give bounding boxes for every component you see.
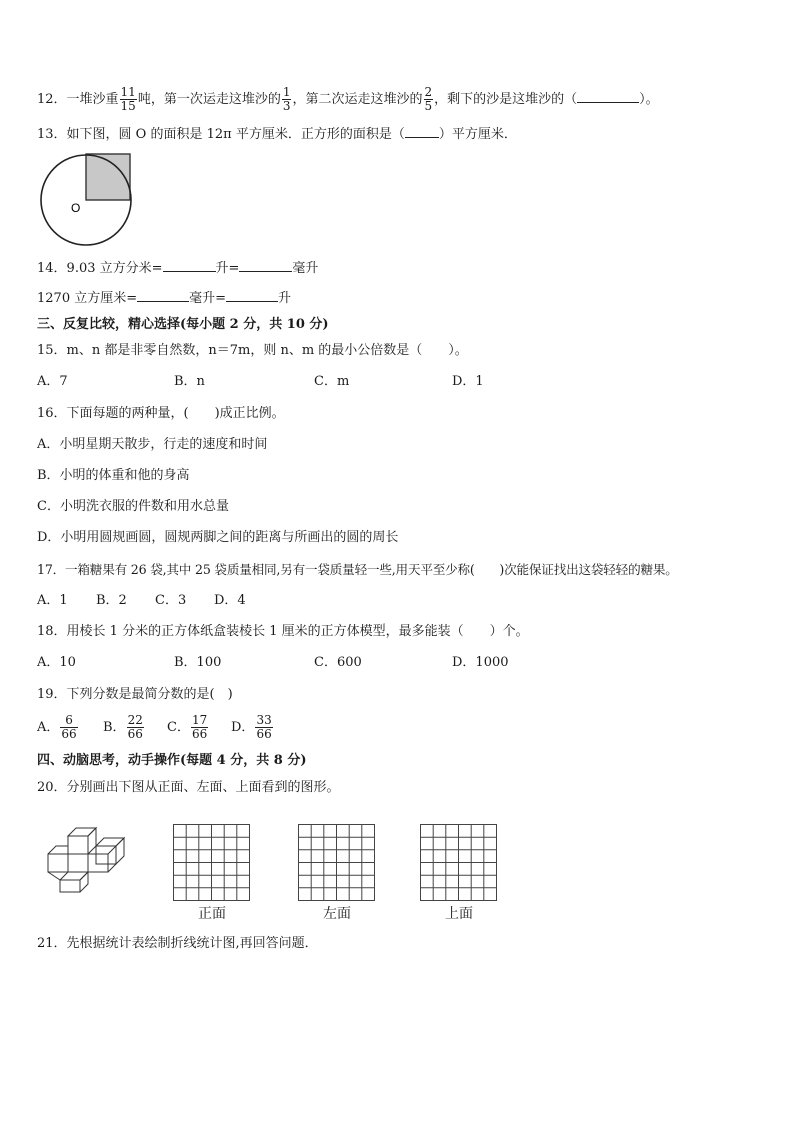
caption-front: 正面 <box>198 906 226 922</box>
question-12: 12．一堆沙重 $\frac{11}{15}$ 吨，第一次运走这堆沙的 $\frac{1}{3}$ ，第二次运走这堆沙的 $\frac{2}{5}$ ，剩下的沙是这堆沙的（ ）。 <box>37 85 659 113</box>
option-c[interactable]: C．3 <box>155 593 187 608</box>
fraction-second: $\frac{2}{5}$ <box>424 85 433 113</box>
option-d[interactable]: D．1000 <box>452 655 509 670</box>
caption-left: 左面 <box>323 906 351 922</box>
option-d[interactable]: D．1 <box>452 374 484 389</box>
question-14-line1: 14．9.03 立方分米= 升= 毫升 <box>37 261 319 276</box>
question-21: 21．先根据统计表绘制折线统计图,再回答问题． <box>37 936 318 951</box>
circle-square-figure <box>38 152 134 248</box>
answer-blank[interactable] <box>163 259 216 272</box>
question-14-line2: 1270 立方厘米= 毫升= 升 <box>37 291 292 306</box>
cube-stack-figure <box>44 826 126 894</box>
option-a[interactable]: A．10 <box>37 655 76 670</box>
option-c[interactable]: C．m <box>314 374 350 389</box>
option-a[interactable]: A．小明星期天散步，行走的速度和时间 <box>37 437 268 452</box>
grid-front-view[interactable] <box>173 824 251 902</box>
answer-blank[interactable] <box>577 90 639 103</box>
question-19: 19．下列分数是最简分数的是( ) <box>37 687 233 702</box>
answer-blank[interactable] <box>405 125 439 138</box>
option-b[interactable]: B． $\frac{22}{66}$ <box>103 713 143 741</box>
option-c[interactable]: C．小明洗衣服的件数和用水总量 <box>37 499 229 514</box>
grid-top-view[interactable] <box>420 824 498 902</box>
question-16: 16．下面每题的两种量，( )成正比例。 <box>37 406 285 421</box>
question-20: 20．分别画出下图从正面、左面、上面看到的图形。 <box>37 780 340 795</box>
option-b[interactable]: B．n <box>174 374 205 389</box>
option-c[interactable]: C． $\frac{17}{66}$ <box>167 713 208 741</box>
grid-left-view[interactable] <box>298 824 376 902</box>
option-b[interactable]: B．2 <box>96 593 127 608</box>
option-c[interactable]: C．600 <box>314 655 362 670</box>
question-17: 17．一箱糖果有 26 袋,其中 25 袋质量相同,另有一袋质量轻一些,用天平至少称( )次能保证找出这袋轻轻的糖果。 <box>37 562 678 577</box>
fraction-first: $\frac{1}{3}$ <box>282 85 291 113</box>
question-18: 18．用棱长 1 分米的正方体纸盒装棱长 1 厘米的正方体模型，最多能装（ ）个。 <box>37 624 529 639</box>
option-a[interactable]: A．1 <box>37 593 68 608</box>
option-d[interactable]: D．4 <box>214 593 246 608</box>
option-d[interactable]: D．小明用圆规画圆，圆规两脚之间的距离与所画出的圆的周长 <box>37 530 399 545</box>
option-a[interactable]: A． $\frac{6}{66}$ <box>37 713 77 741</box>
answer-blank[interactable] <box>239 259 292 272</box>
circle-center-label: O <box>71 201 81 215</box>
option-d[interactable]: D． $\frac{33}{66}$ <box>231 713 272 741</box>
option-a[interactable]: A．7 <box>37 374 68 389</box>
caption-top: 上面 <box>445 906 473 922</box>
section-heading-3: 三、反复比较，精心选择(每小题 2 分，共 10 分) <box>37 317 329 332</box>
answer-blank[interactable] <box>137 289 189 302</box>
fraction-weight: $\frac{11}{15}$ <box>120 85 136 113</box>
question-13: 13．如下图，圆 O 的面积是 12π 平方厘米．正方形的面积是（ ）平方厘米． <box>37 127 517 142</box>
section-heading-4: 四、动脑思考，动手操作(每题 4 分，共 8 分) <box>37 753 307 768</box>
option-b[interactable]: B．小明的体重和他的身高 <box>37 468 190 483</box>
option-b[interactable]: B．100 <box>174 655 222 670</box>
question-15: 15．m、n 都是非零自然数，n＝7m，则 n、m 的最小公倍数是（ ）。 <box>37 343 468 358</box>
answer-blank[interactable] <box>226 289 278 302</box>
